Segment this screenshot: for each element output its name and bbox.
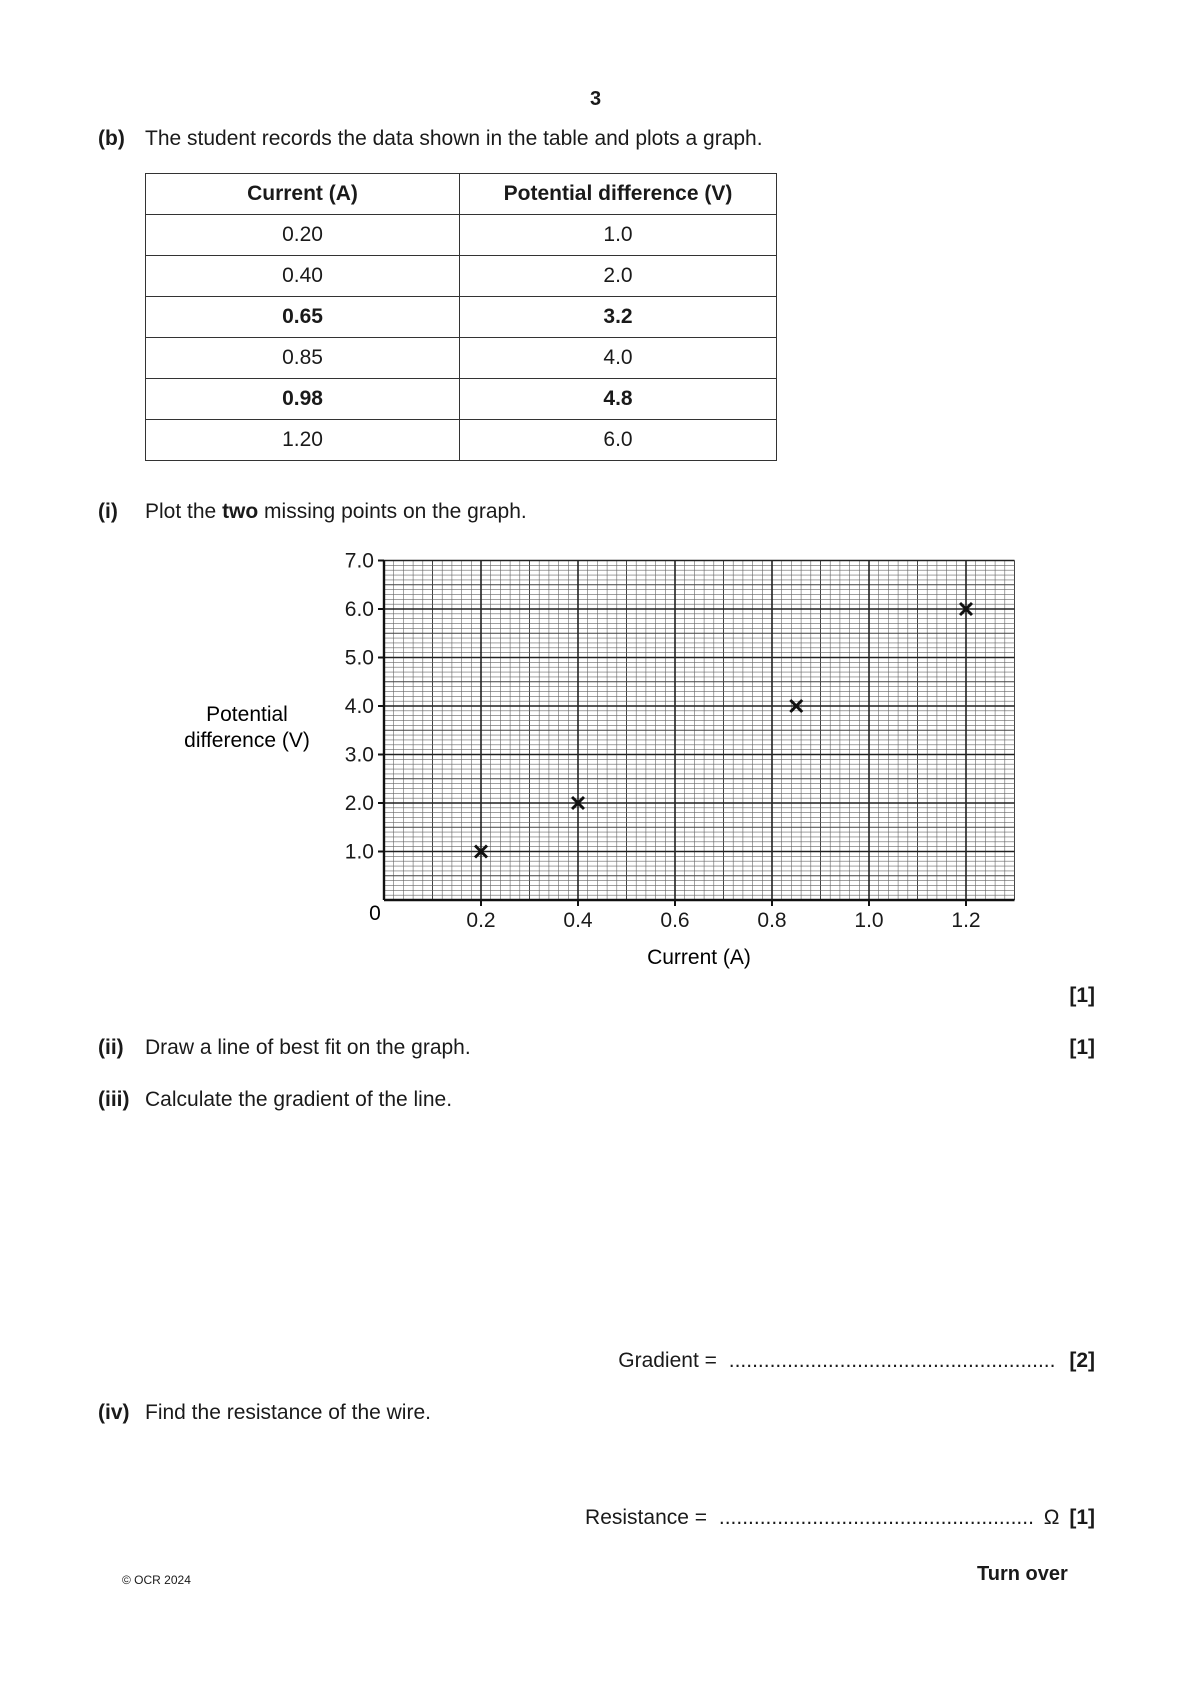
x-axis-label: Current (A)	[647, 946, 751, 969]
y-tick-label: 7.0	[344, 549, 374, 573]
y-tick-label: 3.0	[344, 743, 374, 767]
origin-label: 0	[369, 902, 381, 925]
part-iv-label: (iv)	[98, 1401, 130, 1424]
part-i-label: (i)	[98, 500, 118, 523]
part-ii-label: (ii)	[98, 1036, 124, 1059]
table-cell: 0.98	[146, 379, 460, 420]
table-cell: 4.0	[460, 338, 777, 379]
table-cell: 1.20	[146, 420, 460, 461]
part-i-text-bold: two	[222, 500, 259, 523]
table-header-pd: Potential difference (V)	[460, 174, 777, 215]
table-cell: 3.2	[460, 297, 777, 338]
table-cell: 0.65	[146, 297, 460, 338]
copyright: © OCR 2024	[122, 1573, 191, 1587]
resistance-answer-dots[interactable]: ......................................................	[718, 1506, 1034, 1529]
table-cell: 6.0	[460, 420, 777, 461]
x-tick-label: 0.8	[757, 909, 787, 932]
resistance-unit: Ω	[1043, 1506, 1060, 1529]
part-b-label: (b)	[98, 127, 125, 150]
table-cell: 2.0	[460, 256, 777, 297]
page-number: 3	[589, 88, 602, 110]
x-tick-label: 1.2	[951, 909, 981, 932]
gradient-answer-label: Gradient =	[618, 1349, 717, 1372]
y-axis-label-line2: difference (V)	[184, 729, 310, 752]
part-iii-label: (iii)	[98, 1088, 130, 1111]
turn-over: Turn over	[977, 1563, 1068, 1585]
part-iii-marks: [2]	[1069, 1349, 1095, 1372]
table-cell: 1.0	[460, 215, 777, 256]
table-cell: 0.20	[146, 215, 460, 256]
part-iv-marks: [1]	[1069, 1506, 1095, 1529]
part-iii-text: Calculate the gradient of the line.	[145, 1088, 453, 1111]
y-tick-label: 1.0	[344, 840, 374, 864]
table-cell: 4.8	[460, 379, 777, 420]
part-b-text: The student records the data shown in the table and plots a graph.	[145, 127, 763, 150]
y-tick-label: 6.0	[344, 598, 374, 621]
table-header-current: Current (A)	[146, 174, 460, 215]
x-tick-label: 0.6	[660, 909, 690, 932]
y-tick-label: 4.0	[344, 695, 374, 718]
part-iv-text: Find the resistance of the wire.	[145, 1401, 431, 1424]
part-ii-text: Draw a line of best fit on the graph.	[145, 1036, 471, 1059]
y-tick-label: 5.0	[344, 646, 374, 670]
tick-labels	[345, 550, 981, 933]
x-tick-label: 0.2	[466, 909, 496, 932]
table-cell: 0.85	[146, 338, 460, 379]
tick-marks	[378, 561, 966, 907]
table-cell: 0.40	[146, 256, 460, 297]
resistance-answer-label: Resistance =	[585, 1506, 708, 1529]
x-tick-label: 1.0	[854, 909, 884, 932]
y-axis-label-line1: Potential	[206, 703, 288, 726]
part-i-text-before: Plot the	[145, 500, 223, 523]
gradient-answer-line	[618, 1349, 1095, 1373]
part-ii-marks: [1]	[1069, 1036, 1095, 1059]
y-tick-label: 2.0	[344, 792, 374, 815]
x-tick-label: 0.4	[563, 909, 593, 932]
gradient-answer-dots[interactable]: ........................................................	[728, 1349, 1056, 1372]
part-i-marks: [1]	[1069, 984, 1095, 1007]
resistance-answer-line	[585, 1506, 1095, 1530]
part-i-text-after: missing points on the graph.	[258, 500, 527, 523]
